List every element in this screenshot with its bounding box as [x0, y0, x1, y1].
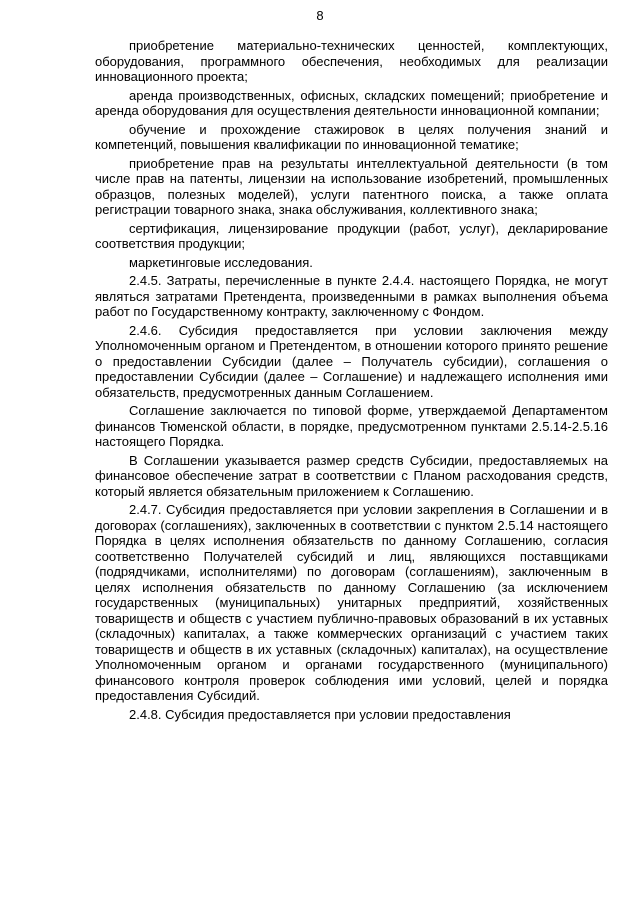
- list-item-ip-rights: приобретение прав на результаты интеллектуальной деятельности (в том числе прав на патенты, лицензии на использование изобретений, промышленных образцов, полезных моделей), услуги патентного поиска, а также оплата регистрации товарного знака, знака обслуживания, коллективного знака;: [95, 155, 608, 217]
- list-item-rent: аренда производственных, офисных, складских помещений; приобретение и аренда оборудования для осуществления деятельности инновационной компании;: [95, 87, 608, 118]
- list-item-materials: приобретение материально-технических ценностей, комплектующих, оборудования, программного обеспечения, необходимых для реализации инновационного проекта;: [95, 38, 608, 84]
- list-item-marketing: маркетинговые исследования.: [129, 254, 313, 270]
- clause-2-4-7: 2.4.7. Субсидия предоставляется при условии закрепления в Соглашении и в договорах (соглашениях), заключенных в соответствии с пунктом 2.5.14 настоящего Порядка в целях исполнения обязательств по данному Соглашению, согласия соответственно Получателей субсидий и лиц, являющихся поставщиками (подрядчиками, исполнителями) по договорам (соглашениям), заключенным в целях исполнения обязательств по данному Соглашению (за исключением государственных (муниципальных) унитарных предприятий, хозяйственных товариществ и обществ с участием публично-правовых образований в их уставных (складочных) капиталах, а также коммерческих организаций с участием таких товариществ и обществ в их уставных (складочных) капиталах), на осуществление Уполномоченным органом и органами государственного (муниципального) финансового контроля проверок соблюдения ими условий, целей и порядка предоставления Субсидий.: [95, 502, 608, 703]
- clause-2-4-5: 2.4.5. Затраты, перечисленные в пункте 2.4.4. настоящего Порядка, не могут являться затратами Претендента, произведенными в рамках выполнения объема работ по Государственному контракту, заключенному с Фондом.: [95, 273, 608, 319]
- page-number: 8: [316, 8, 324, 23]
- list-item-certification: сертификация, лицензирование продукции (работ, услуг), декларирование соответствия продукции;: [95, 220, 608, 251]
- clause-2-4-8: 2.4.8. Субсидия предоставляется при условии предоставления: [129, 706, 511, 722]
- clause-2-4-6: 2.4.6. Субсидия предоставляется при условии заключения между Уполномоченным органом и Претендентом, в отношении которого принято решение о предоставлении Субсидии (далее – Получатель субсидии), соглашения о предоставлении Субсидии (далее – Соглашение) и надлежащего исполнения ими обязательств, предусмотренных данным Соглашением.: [95, 322, 608, 400]
- document-body: [95, 38, 608, 722]
- agreement-form-paragraph: Соглашение заключается по типовой форме, утверждаемой Департаментом финансов Тюменской области, в порядке, предусмотренном пунктами 2.5.14-2.5.16 настоящего Порядка.: [95, 403, 608, 449]
- list-item-training: обучение и прохождение стажировок в целях получения знаний и компетенций, повышения квалификации по инновационной тематике;: [95, 121, 608, 152]
- agreement-amount-paragraph: В Соглашении указывается размер средств Субсидии, предоставляемых на финансовое обеспечение затрат в соответствии с Планом расходования средств, который является обязательным приложением к Соглашению.: [95, 452, 608, 499]
